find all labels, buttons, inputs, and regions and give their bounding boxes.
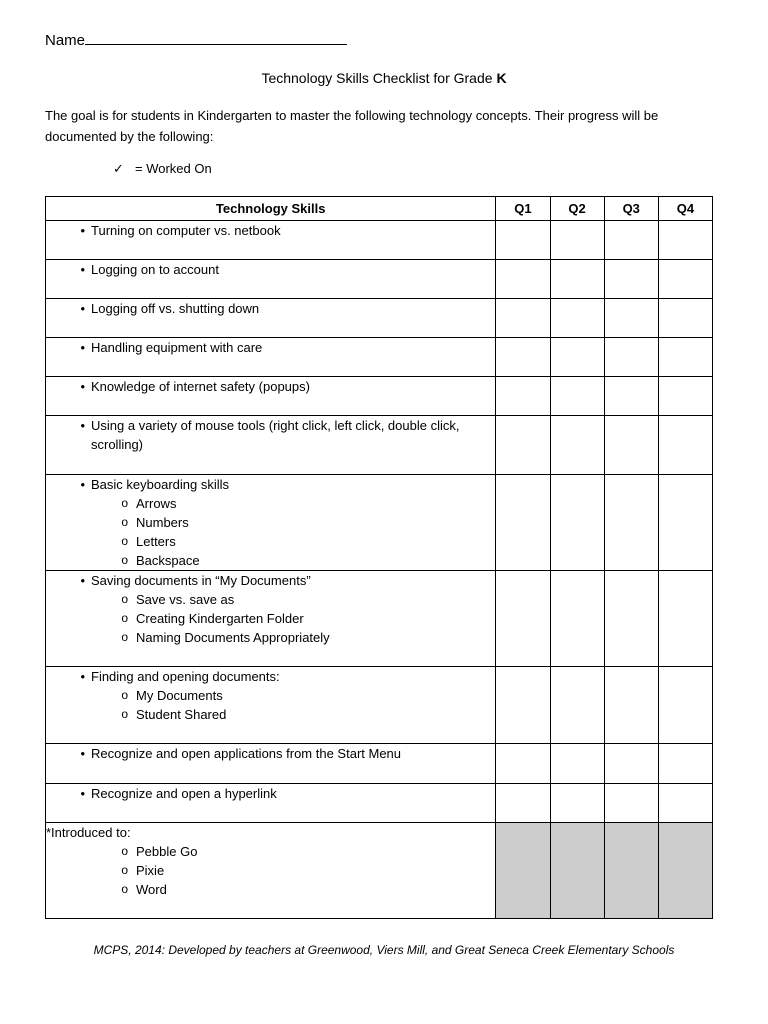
table-row	[46, 377, 713, 416]
circle-bullet-icon: o	[121, 611, 128, 625]
q2-checkbox-cell[interactable]	[550, 299, 604, 338]
shaded-cell	[550, 823, 604, 919]
skill-label: Logging off vs. shutting down	[91, 301, 260, 316]
skill-item	[46, 744, 495, 763]
introduced-item-label: Pebble Go	[136, 844, 198, 859]
sub-skill-item	[46, 494, 495, 513]
skill-cell	[46, 475, 496, 571]
sub-skill-label: Arrows	[136, 496, 177, 511]
skill-label: Using a variety of mouse tools (right click, left click, double click, scrolling)	[91, 418, 460, 452]
sub-skill-item	[46, 551, 495, 570]
q1-checkbox-cell[interactable]	[496, 299, 550, 338]
skill-item	[46, 475, 495, 494]
introduced-cell	[46, 823, 496, 919]
skill-cell	[46, 221, 496, 260]
q4-checkbox-cell[interactable]	[658, 416, 712, 475]
q4-checkbox-cell[interactable]	[658, 784, 712, 823]
q3-checkbox-cell[interactable]	[604, 338, 658, 377]
introduced-item-label: Word	[136, 882, 167, 897]
q4-checkbox-cell[interactable]	[658, 571, 712, 667]
q3-checkbox-cell[interactable]	[604, 416, 658, 475]
skill-cell	[46, 571, 496, 667]
table-row	[46, 338, 713, 377]
q3-checkbox-cell[interactable]	[604, 299, 658, 338]
skill-cell	[46, 299, 496, 338]
q2-checkbox-cell[interactable]	[550, 260, 604, 299]
q4-checkbox-cell[interactable]	[658, 475, 712, 571]
skill-label: Handling equipment with care	[91, 340, 263, 355]
bullet-icon: •	[80, 301, 85, 316]
table-row	[46, 416, 713, 475]
introduced-label: *Introduced to:	[46, 825, 131, 840]
q4-checkbox-cell[interactable]	[658, 667, 712, 744]
introduced-row	[46, 823, 713, 919]
bullet-icon: •	[80, 477, 85, 492]
sub-skill-label: Backspace	[136, 553, 200, 568]
circle-bullet-icon: o	[121, 592, 128, 606]
introduced-item-label: Pixie	[136, 863, 165, 878]
bullet-icon: •	[80, 669, 85, 684]
skill-label: Finding and opening documents:	[91, 669, 280, 684]
circle-bullet-icon: o	[121, 515, 128, 529]
sub-skill-label: Numbers	[136, 515, 189, 530]
q1-checkbox-cell[interactable]	[496, 338, 550, 377]
circle-bullet-icon: o	[121, 688, 128, 702]
table-row	[46, 571, 713, 667]
table-row	[46, 221, 713, 260]
skill-cell	[46, 338, 496, 377]
sub-skill-label: My Documents	[136, 688, 223, 703]
column-header-q4: Q4	[658, 197, 712, 221]
skill-cell	[46, 260, 496, 299]
skill-label: Logging on to account	[91, 262, 219, 277]
q1-checkbox-cell[interactable]	[496, 571, 550, 667]
q3-checkbox-cell[interactable]	[604, 744, 658, 784]
column-header-q3: Q3	[604, 197, 658, 221]
q2-checkbox-cell[interactable]	[550, 338, 604, 377]
skill-item	[46, 221, 495, 240]
name-label: Name	[45, 32, 86, 49]
circle-bullet-icon: o	[121, 863, 128, 877]
q4-checkbox-cell[interactable]	[658, 338, 712, 377]
skill-label: Turning on computer vs. netbook	[91, 223, 281, 238]
q2-checkbox-cell[interactable]	[550, 744, 604, 784]
q4-checkbox-cell[interactable]	[658, 744, 712, 784]
q3-checkbox-cell[interactable]	[604, 571, 658, 667]
circle-bullet-icon: o	[121, 882, 128, 896]
circle-bullet-icon: o	[121, 844, 128, 858]
q2-checkbox-cell[interactable]	[550, 784, 604, 823]
bullet-icon: •	[80, 418, 85, 433]
column-header-q2: Q2	[550, 197, 604, 221]
skill-item	[46, 338, 495, 357]
sub-skill-item	[46, 686, 495, 705]
q2-checkbox-cell[interactable]	[550, 377, 604, 416]
bullet-icon: •	[80, 262, 85, 277]
skill-cell	[46, 744, 496, 784]
column-header-skills: Technology Skills	[46, 197, 496, 221]
q3-checkbox-cell[interactable]	[604, 377, 658, 416]
skill-cell	[46, 416, 496, 475]
sub-skill-item	[46, 705, 495, 724]
table-row	[46, 784, 713, 823]
sub-skill-item	[46, 628, 495, 647]
skill-label: Recognize and open a hyperlink	[91, 786, 277, 801]
shaded-cell	[604, 823, 658, 919]
table-row	[46, 667, 713, 744]
q2-checkbox-cell[interactable]	[550, 221, 604, 260]
table-row	[46, 744, 713, 784]
skill-item	[46, 416, 495, 454]
q1-checkbox-cell[interactable]	[496, 377, 550, 416]
legend	[113, 161, 212, 177]
skill-item	[46, 260, 495, 279]
q3-checkbox-cell[interactable]	[604, 475, 658, 571]
sub-skill-label: Naming Documents Appropriately	[136, 630, 330, 645]
footer-credit: MCPS, 2014: Developed by teachers at Greenwood, Viers Mill, and Great Seneca Creek Elementary Schools	[93, 943, 675, 957]
skill-label: Saving documents in “My Documents”	[91, 573, 311, 588]
q2-checkbox-cell[interactable]	[550, 416, 604, 475]
shaded-cell	[658, 823, 712, 919]
q3-checkbox-cell[interactable]	[604, 260, 658, 299]
table-row	[46, 260, 713, 299]
shaded-cell	[496, 823, 550, 919]
circle-bullet-icon: o	[121, 553, 128, 567]
skill-cell	[46, 667, 496, 744]
q4-checkbox-cell[interactable]	[658, 299, 712, 338]
sub-skill-label: Save vs. save as	[136, 592, 235, 607]
skill-item	[46, 667, 495, 686]
legend-text: = Worked On	[135, 161, 212, 176]
q1-checkbox-cell[interactable]	[496, 475, 550, 571]
q2-checkbox-cell[interactable]	[550, 475, 604, 571]
q3-checkbox-cell[interactable]	[604, 784, 658, 823]
circle-bullet-icon: o	[121, 630, 128, 644]
introduced-item	[46, 880, 495, 899]
skill-item	[46, 571, 495, 590]
name-field	[45, 30, 347, 49]
bullet-icon: •	[80, 223, 85, 238]
intro-paragraph: The goal is for students in Kindergarten to master the following technology concepts. Their progress will be documented by the following:	[45, 108, 659, 144]
sub-skill-label: Student Shared	[136, 707, 227, 722]
circle-bullet-icon: o	[121, 534, 128, 548]
page-title	[0, 70, 768, 86]
q4-checkbox-cell[interactable]	[658, 377, 712, 416]
skill-label: Recognize and open applications from the Start Menu	[91, 746, 402, 761]
bullet-icon: •	[80, 786, 85, 801]
bullet-icon: •	[80, 746, 85, 761]
q2-checkbox-cell[interactable]	[550, 571, 604, 667]
table-header-row	[46, 197, 713, 221]
skill-label: Basic keyboarding skills	[91, 477, 230, 492]
sub-skill-item	[46, 513, 495, 532]
q1-checkbox-cell[interactable]	[496, 784, 550, 823]
q3-checkbox-cell[interactable]	[604, 221, 658, 260]
skill-item	[46, 299, 495, 318]
bullet-icon: •	[80, 379, 85, 394]
q4-checkbox-cell[interactable]	[658, 221, 712, 260]
table-row	[46, 299, 713, 338]
sub-skill-item	[46, 532, 495, 551]
skill-item	[46, 377, 495, 396]
name-blank-line	[85, 30, 347, 45]
skill-cell	[46, 784, 496, 823]
check-icon: ✓	[113, 161, 124, 176]
title-grade: K	[496, 70, 507, 86]
q3-checkbox-cell[interactable]	[604, 667, 658, 744]
q1-checkbox-cell[interactable]	[496, 744, 550, 784]
q2-checkbox-cell[interactable]	[550, 667, 604, 744]
bullet-icon: •	[80, 340, 85, 355]
q1-checkbox-cell[interactable]	[496, 667, 550, 744]
title-text: Technology Skills Checklist for Grade	[261, 70, 497, 86]
q1-checkbox-cell[interactable]	[496, 221, 550, 260]
sub-skill-label: Letters	[136, 534, 176, 549]
introduced-item	[46, 842, 495, 861]
circle-bullet-icon: o	[121, 707, 128, 721]
sub-skill-label: Creating Kindergarten Folder	[136, 611, 304, 626]
circle-bullet-icon: o	[121, 496, 128, 510]
q1-checkbox-cell[interactable]	[496, 260, 550, 299]
sub-skill-item	[46, 609, 495, 628]
sub-skill-item	[46, 590, 495, 609]
bullet-icon: •	[80, 573, 85, 588]
skill-cell	[46, 377, 496, 416]
introduced-item	[46, 861, 495, 880]
skill-item	[46, 784, 495, 803]
q1-checkbox-cell[interactable]	[496, 416, 550, 475]
skill-label: Knowledge of internet safety (popups)	[91, 379, 310, 394]
skills-table	[45, 196, 713, 919]
column-header-q1: Q1	[496, 197, 550, 221]
table-row	[46, 475, 713, 571]
q4-checkbox-cell[interactable]	[658, 260, 712, 299]
